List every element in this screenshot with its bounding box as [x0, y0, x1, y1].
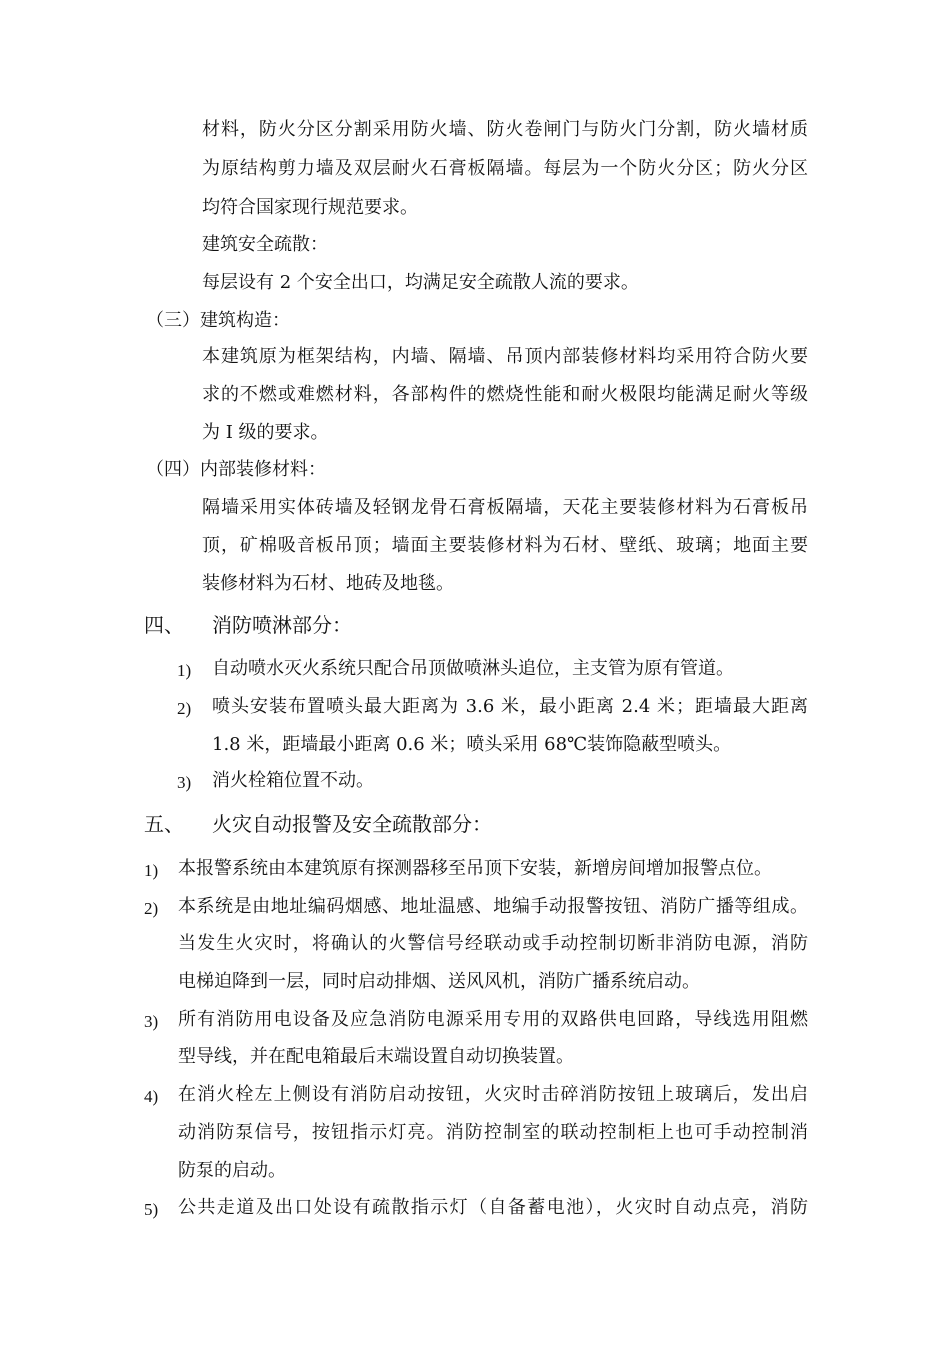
list-number: 1): [177, 661, 192, 680]
list-item-continuation: 电梯迫降到一层，同时启动排烟、送风风机，消防广播系统启动。: [178, 971, 700, 992]
list-number: 3): [177, 773, 192, 792]
paragraph-line: 为原结构剪力墙及双层耐火石膏板隔墙。每层为一个防火分区；防火分区: [202, 158, 808, 179]
list-item: 喷头安装布置喷头最大距离为 3.6 米，最小距离 2.4 米；距墙最大距离: [212, 696, 808, 717]
subheading-evacuation: 建筑安全疏散：: [202, 234, 328, 255]
list-item: 所有消防用电设备及应急消防电源采用专用的双路供电回路，导线选用阻燃: [178, 1009, 808, 1030]
paragraph-line: 为 I 级的要求。: [202, 422, 329, 443]
paragraph-line: 每层设有 2 个安全出口，均满足安全疏散人流的要求。: [202, 272, 639, 293]
paragraph-line: 本建筑原为框架结构，内墙、隔墙、吊顶内部装修材料均采用符合防火要: [202, 346, 808, 367]
paragraph-line: 材料，防火分区分割采用防火墙、防火卷闸门与防火门分割，防火墙材质: [202, 119, 808, 140]
list-number: 5): [144, 1200, 159, 1219]
paragraph-line: 均符合国家现行规范要求。: [202, 197, 418, 218]
subheading-construction: （三）建筑构造：: [146, 310, 290, 331]
list-item: 自动喷水灭火系统只配合吊顶做喷淋头追位，主支管为原有管道。: [212, 658, 734, 679]
section-heading: 火灾自动报警及安全疏散部分：: [212, 812, 492, 836]
list-item-continuation: 1.8 米，距墙最小距离 0.6 米；喷头采用 68℃装饰隐蔽型喷头。: [212, 734, 732, 755]
list-number: 2): [177, 699, 192, 718]
paragraph-line: 求的不燃或难燃材料，各部构件的燃烧性能和耐火极限均能满足耐火等级: [202, 384, 808, 405]
list-item-continuation: 当发生火灾时，将确认的火警信号经联动或手动控制切断非消防电源，消防: [178, 933, 808, 954]
section-number: 五、: [144, 812, 184, 836]
subheading-interior-materials: （四）内部装修材料：: [146, 459, 326, 480]
list-item: 本系统是由地址编码烟感、地址温感、地编手动报警按钮、消防广播等组成。: [178, 896, 808, 917]
list-number: 1): [144, 861, 159, 880]
list-number: 3): [144, 1012, 159, 1031]
section-number: 四、: [144, 613, 184, 637]
list-number: 2): [144, 899, 159, 918]
paragraph-line: 隔墙采用实体砖墙及轻钢龙骨石膏板隔墙，天花主要装修材料为石膏板吊: [202, 497, 808, 518]
paragraph-line: 装修材料为石材、地砖及地毯。: [202, 573, 454, 594]
list-item-continuation: 动消防泵信号，按钮指示灯亮。消防控制室的联动控制柜上也可手动控制消: [178, 1122, 808, 1143]
list-item: 公共走道及出口处设有疏散指示灯（自备蓄电池），火灾时自动点亮，消防: [178, 1197, 808, 1218]
section-heading: 消防喷淋部分：: [212, 613, 352, 637]
paragraph-line: 顶，矿棉吸音板吊顶；墙面主要装修材料为石材、壁纸、玻璃；地面主要: [202, 535, 808, 556]
list-item: 消火栓箱位置不动。: [212, 770, 374, 791]
list-item: 本报警系统由本建筑原有探测器移至吊顶下安装，新增房间增加报警点位。: [178, 858, 772, 879]
list-item-continuation: 防泵的启动。: [178, 1160, 286, 1181]
list-number: 4): [144, 1087, 159, 1106]
list-item: 在消火栓左上侧设有消防启动按钮，火灾时击碎消防按钮上玻璃后，发出启: [178, 1084, 808, 1105]
list-item-continuation: 型导线，并在配电箱最后末端设置自动切换装置。: [178, 1046, 574, 1067]
